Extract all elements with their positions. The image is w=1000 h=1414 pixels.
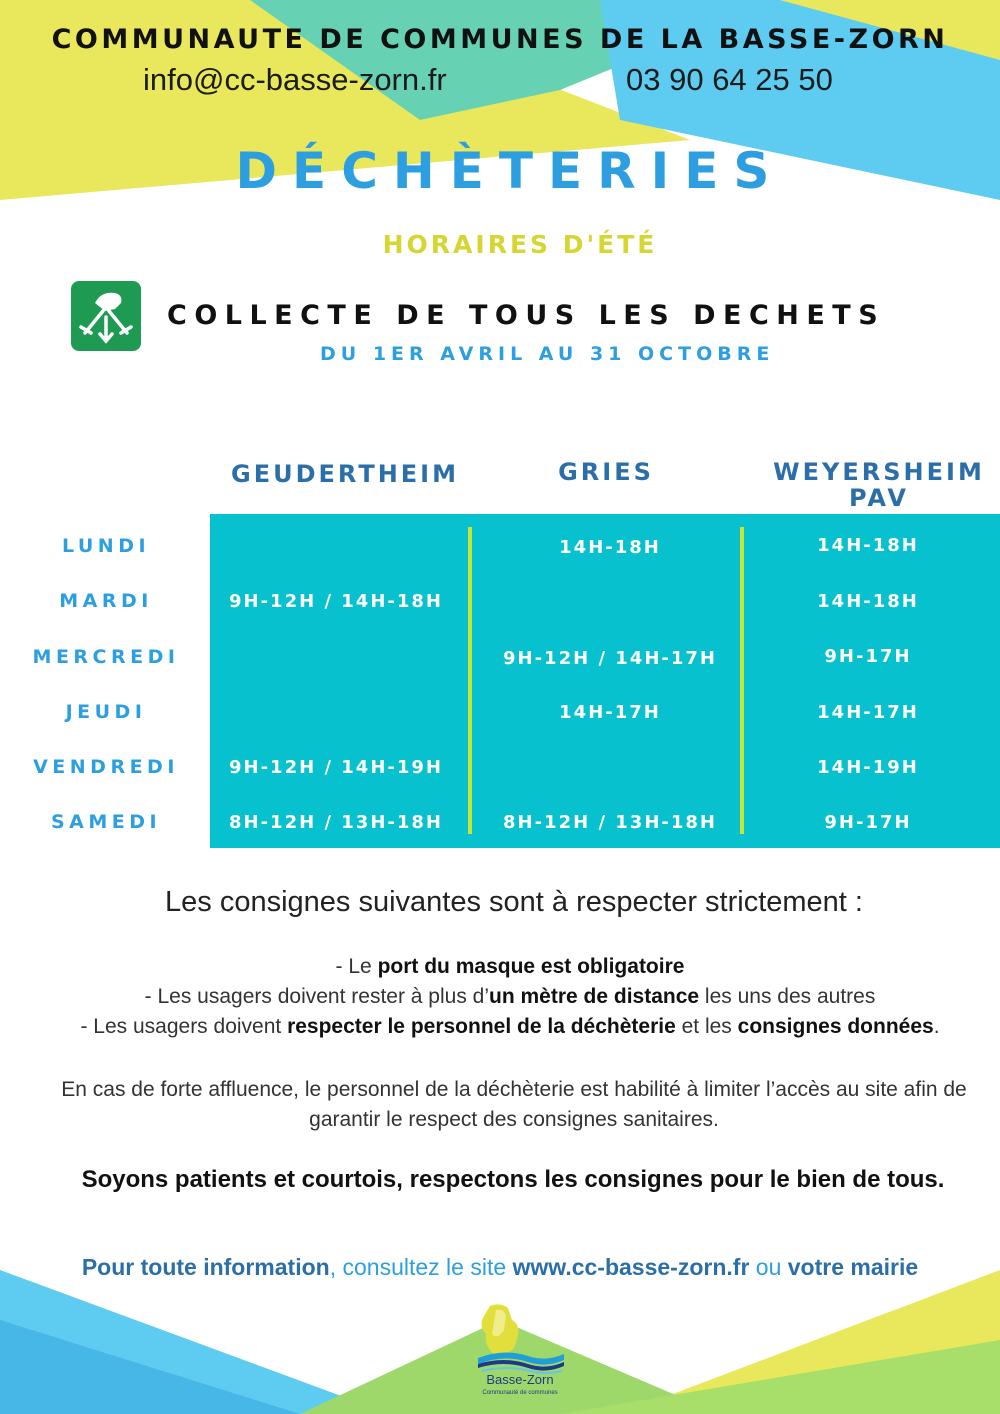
organization-name: COMMUNAUTE DE COMMUNES DE LA BASSE-ZORN xyxy=(51,24,949,55)
cell-gries: 9H-12H / 14H-17H xyxy=(503,648,717,669)
rule-respect: - Les usagers doivent respecter le personnel de la déchèterie et les consignes données. xyxy=(80,1015,940,1038)
cell-weyersheim: 14H-18H xyxy=(817,535,919,556)
day-label: MARDI xyxy=(59,590,153,612)
column-header-weyersheim: WEYERSHEIM xyxy=(773,458,985,486)
rule-mask: - Le port du masque est obligatoire xyxy=(335,955,685,978)
day-label: MERCREDI xyxy=(32,646,180,668)
contact-email[interactable]: info@cc-basse-zorn.fr xyxy=(143,62,447,97)
cell-weyersheim: 14H-17H xyxy=(817,702,919,723)
info-line: Pour toute information, consultez le site www.cc-basse-zorn.fr ou votre mairie xyxy=(81,1254,919,1280)
logo-tagline: Communauté de communes xyxy=(482,1390,558,1396)
contact-phone[interactable]: 03 90 64 25 50 xyxy=(626,62,833,97)
basse-zorn-logo xyxy=(474,1300,566,1404)
column-divider xyxy=(740,527,744,834)
cell-geudertheim: 9H-12H / 14H-18H xyxy=(229,591,443,612)
day-label: JEUDI xyxy=(65,701,147,723)
day-label: VENDREDI xyxy=(33,756,179,778)
cell-weyersheim: 9H-17H xyxy=(824,812,912,833)
page-subtitle: HORAIRES D'ÉTÉ xyxy=(382,230,658,259)
cell-weyersheim: 14H-18H xyxy=(817,591,919,612)
rule-distance: - Les usagers doivent rester à plus d’un mètre de distance les uns des autres xyxy=(144,985,876,1008)
cell-gries: 14H-17H xyxy=(559,702,661,723)
column-divider xyxy=(468,527,472,834)
website-link[interactable]: www.cc-basse-zorn.fr xyxy=(512,1254,750,1280)
column-header-gries: GRIES xyxy=(558,458,654,486)
schedule-table xyxy=(210,514,1000,848)
waste-collection-icon xyxy=(71,281,141,351)
cell-gries: 14H-18H xyxy=(559,537,661,558)
day-label: LUNDI xyxy=(61,535,151,557)
column-header-pav: PAV xyxy=(849,484,909,512)
cell-geudertheim: 9H-12H / 14H-19H xyxy=(229,757,443,778)
cell-gries: 8H-12H / 13H-18H xyxy=(503,812,717,833)
consignes-title: Les consignes suivantes sont à respecter strictement : xyxy=(165,886,863,918)
logo-name: Basse-Zorn xyxy=(486,1372,554,1387)
page-title: DÉCHÈTERIES xyxy=(235,142,785,200)
cell-geudertheim: 8H-12H / 13H-18H xyxy=(229,812,443,833)
column-header-geudertheim: GEUDERTHEIM xyxy=(231,460,459,488)
affluence-paragraph: En cas de forte affluence, le personnel de la déchèterie est habilité à limiter l’accès au site afin de garantir le respect des consignes sanitaires. xyxy=(61,1078,967,1131)
closing-message: Soyons patients et courtois, respectons les consignes pour le bien de tous. xyxy=(81,1166,945,1193)
cell-weyersheim: 9H-17H xyxy=(824,646,912,667)
day-label: SAMEDI xyxy=(50,811,162,833)
collect-dates: DU 1ER AVRIL AU 31 OCTOBRE xyxy=(320,343,775,365)
collect-title: COLLECTE DE TOUS LES DECHETS xyxy=(167,300,886,331)
cell-weyersheim: 14H-19H xyxy=(817,757,919,778)
